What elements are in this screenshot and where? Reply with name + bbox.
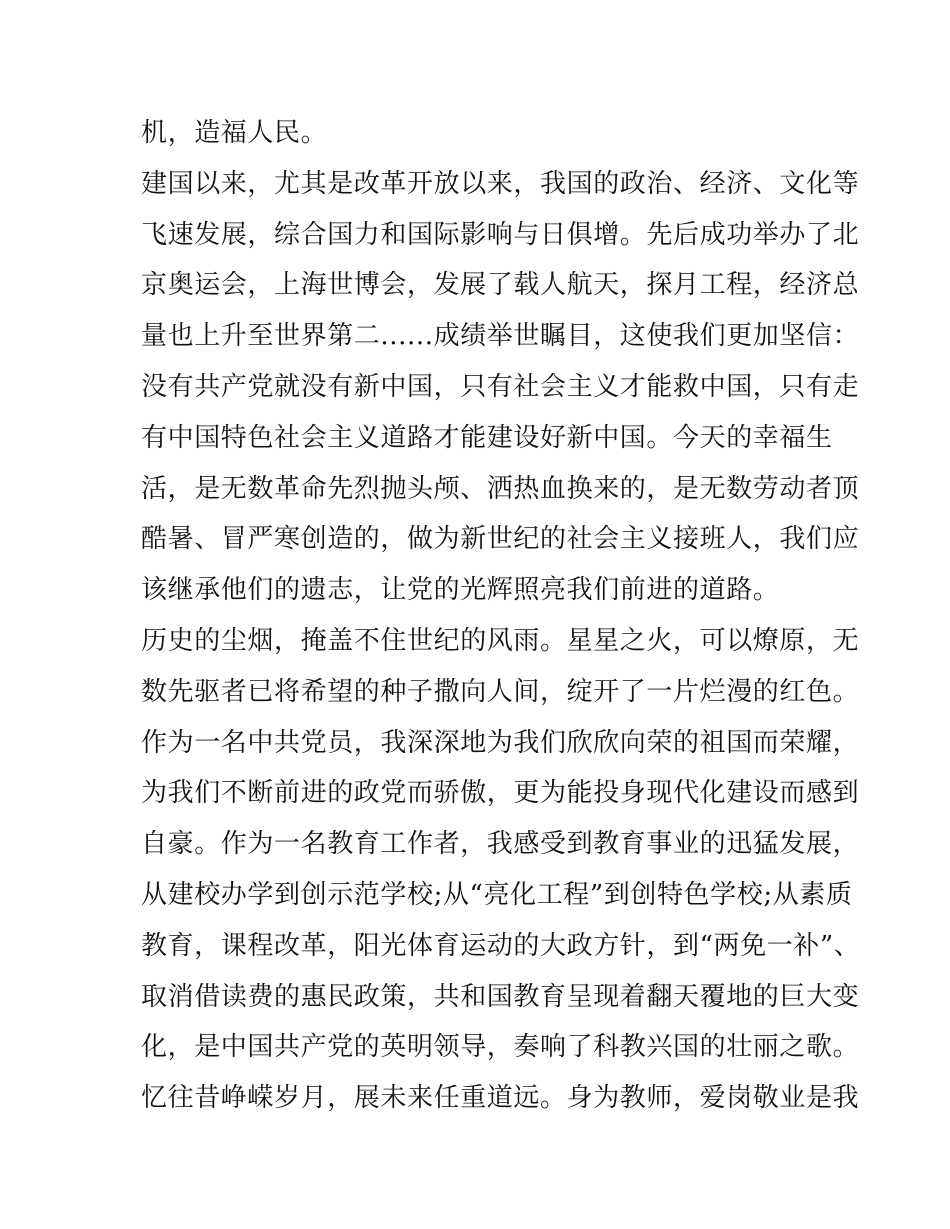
text-line: 取消借读费的惠民政策，共和国教育呈现着翻天覆地的巨大变 — [141, 981, 860, 1012]
text-line: 从建校办学到创示范学校;从“亮化工程”到创特色学校;从素质 — [141, 879, 853, 910]
body-text — [141, 108, 861, 1124]
text-line: 自豪。作为一名教育工作者，我感受到教育事业的迅猛发展， — [141, 829, 860, 860]
text-line: 建国以来，尤其是改革开放以来，我国的政治、经济、文化等 — [141, 168, 860, 199]
text-line: 为我们不断前进的政党而骄傲，更为能投身现代化建设而感到 — [141, 778, 860, 809]
text-line: 飞速发展，综合国力和国际影响与日俱增。先后成功举办了北 — [141, 219, 860, 250]
text-line: 酷暑、冒严寒创造的，做为新世纪的社会主义接班人，我们应 — [141, 524, 860, 555]
text-line: 历史的尘烟，掩盖不住世纪的风雨。星星之火，可以燎原，无 — [141, 625, 860, 656]
text-line: 有中国特色社会主义道路才能建设好新中国。今天的幸福生 — [141, 422, 833, 453]
text-line: 忆往昔峥嵘岁月，展未来任重道远。身为教师，爱岗敬业是我 — [141, 1083, 860, 1114]
text-line: 没有共产党就没有新中国，只有社会主义才能救中国，只有走 — [141, 371, 860, 402]
text-line: 量也上升至世界第二......成绩举世瞩目，这使我们更加坚信： — [141, 321, 860, 352]
text-line: 京奥运会，上海世博会，发展了载人航天，探月工程，经济总 — [141, 270, 860, 301]
text-line: 机，造福人民。 — [141, 118, 328, 148]
text-line: 该继承他们的遗志，让党的光辉照亮我们前进的道路。 — [141, 575, 780, 606]
text-line: 活，是无数革命先烈抛头颅、洒热血换来的，是无数劳动者顶 — [141, 473, 860, 504]
text-line: 作为一名中共党员，我深深地为我们欣欣向荣的祖国而荣耀， — [141, 727, 860, 758]
text-line: 教育，课程改革，阳光体育运动的大政方针，到“两免一补”、 — [141, 930, 861, 961]
text-line: 数先驱者已将希望的种子撒向人间，绽开了一片烂漫的红色。 — [141, 676, 860, 707]
text-line: 化，是中国共产党的英明领导，奏响了科教兴国的壮丽之歌。 — [141, 1032, 860, 1063]
